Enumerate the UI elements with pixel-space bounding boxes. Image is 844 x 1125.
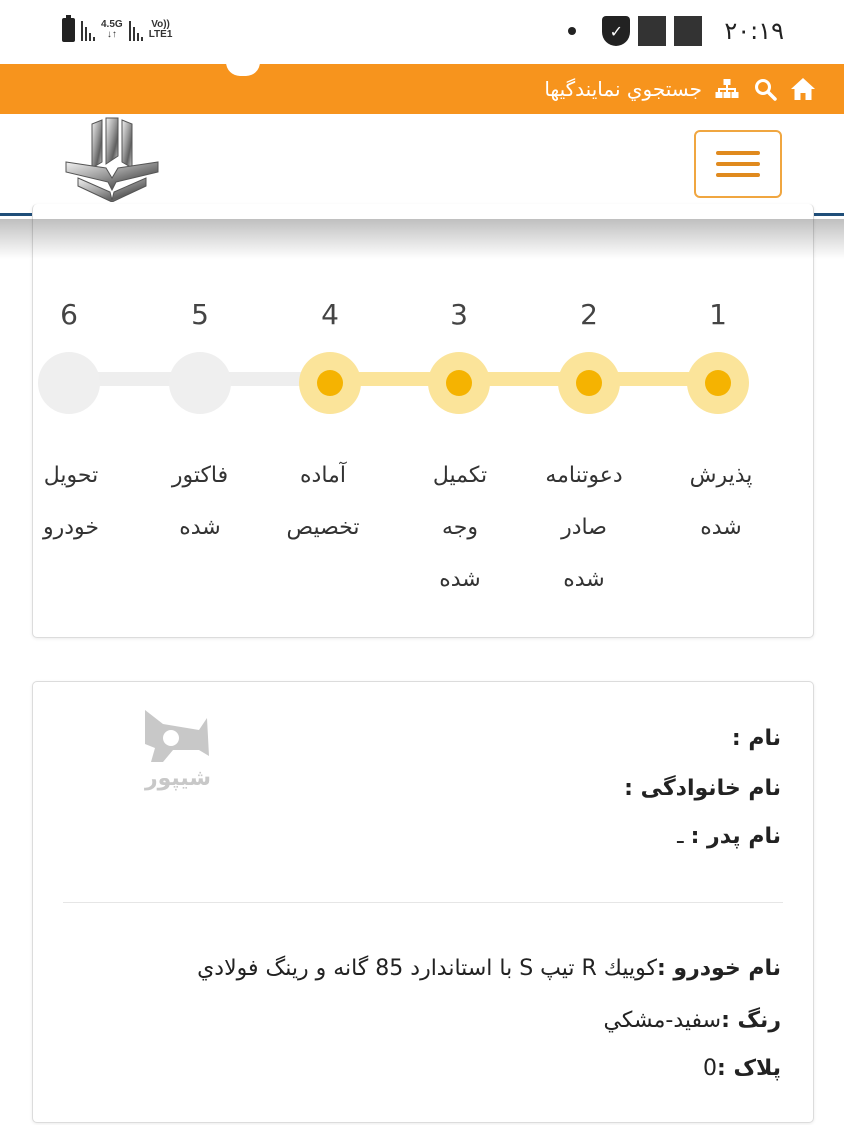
step-dot-4 bbox=[299, 352, 361, 414]
header-shadow bbox=[0, 219, 844, 259]
father-name-value: ـ bbox=[677, 824, 684, 849]
top-nav-bar bbox=[0, 64, 844, 114]
horn-icon bbox=[133, 704, 223, 770]
sitemap-icon[interactable] bbox=[714, 76, 740, 102]
progress-track-completed bbox=[323, 372, 718, 386]
top-notch bbox=[226, 62, 260, 76]
hamburger-icon-line bbox=[716, 173, 760, 177]
car-name-field: نام خودرو :كوييك R تيپ S با استاندارد 85 گانه و رينگ فولادي bbox=[197, 956, 781, 981]
status-right bbox=[568, 16, 784, 46]
top-nav-items bbox=[544, 64, 816, 114]
customer-info-card bbox=[32, 681, 814, 1123]
plate-field: پلاک :0 bbox=[703, 1056, 781, 1081]
notification-icon-2 bbox=[674, 16, 702, 46]
hamburger-icon-line bbox=[716, 151, 760, 155]
step-number-4: 4 bbox=[321, 298, 339, 331]
step-label-5: فاکتور شده bbox=[171, 463, 229, 540]
network-type: 4.5G ↓↑ bbox=[101, 19, 123, 40]
step-dot-2 bbox=[558, 352, 620, 414]
step-numbers bbox=[33, 298, 815, 338]
plate-value: 0 bbox=[703, 1056, 718, 1081]
family-name-field: نام خانوادگی : bbox=[624, 776, 781, 801]
step-label-3: تکمیل وجه شده bbox=[432, 463, 488, 592]
color-value: سفيد-مشكي bbox=[603, 1008, 722, 1033]
status-bar bbox=[0, 0, 844, 64]
notification-dot-icon bbox=[568, 27, 576, 35]
step-number-3: 3 bbox=[450, 298, 468, 331]
battery-icon bbox=[62, 18, 75, 42]
notification-icon bbox=[638, 16, 666, 46]
watermark-text: شیپور bbox=[144, 766, 212, 791]
status-left bbox=[62, 18, 172, 42]
step-dot-5 bbox=[169, 352, 231, 414]
sheypoor-watermark bbox=[133, 704, 223, 802]
step-dot-6 bbox=[38, 352, 100, 414]
clock: ۲۰:۱۹ bbox=[724, 17, 784, 45]
step-number-6: 6 bbox=[60, 298, 78, 331]
signal-icon bbox=[81, 19, 95, 41]
menu-button[interactable] bbox=[694, 130, 782, 198]
step-label-1: پذیرش شده bbox=[689, 463, 753, 540]
step-number-2: 2 bbox=[580, 298, 598, 331]
name-field: نام : bbox=[731, 726, 781, 751]
shield-check-icon: ✓ bbox=[602, 16, 630, 46]
color-field: رنگ :سفيد-مشكي bbox=[603, 1008, 781, 1033]
site-header bbox=[0, 114, 844, 216]
step-label-2: دعوتنامه صادر شده bbox=[545, 463, 623, 592]
dealer-search-link[interactable]: جستجوي نمايندگيها bbox=[544, 77, 702, 101]
car-name-value: كوييك R تيپ S با استاندارد 85 گانه و رينگ فولادي bbox=[197, 956, 657, 981]
hamburger-icon-line bbox=[716, 162, 760, 166]
signal-icon-2 bbox=[129, 19, 143, 41]
home-icon[interactable] bbox=[790, 76, 816, 102]
step-label-4: آماده تخصیص bbox=[286, 463, 360, 540]
step-dot-1 bbox=[687, 352, 749, 414]
step-number-1: 1 bbox=[709, 298, 727, 331]
divider bbox=[63, 902, 783, 903]
order-progress-card bbox=[32, 204, 814, 638]
saipa-logo[interactable] bbox=[62, 116, 162, 202]
search-icon[interactable] bbox=[752, 76, 778, 102]
father-name-field: نام پدر : ـ bbox=[677, 824, 781, 849]
volte-indicator: Vo)) LTE1 bbox=[148, 19, 173, 40]
step-label-6: تحویل خودرو bbox=[42, 463, 99, 540]
step-dot-3 bbox=[428, 352, 490, 414]
step-number-5: 5 bbox=[191, 298, 209, 331]
